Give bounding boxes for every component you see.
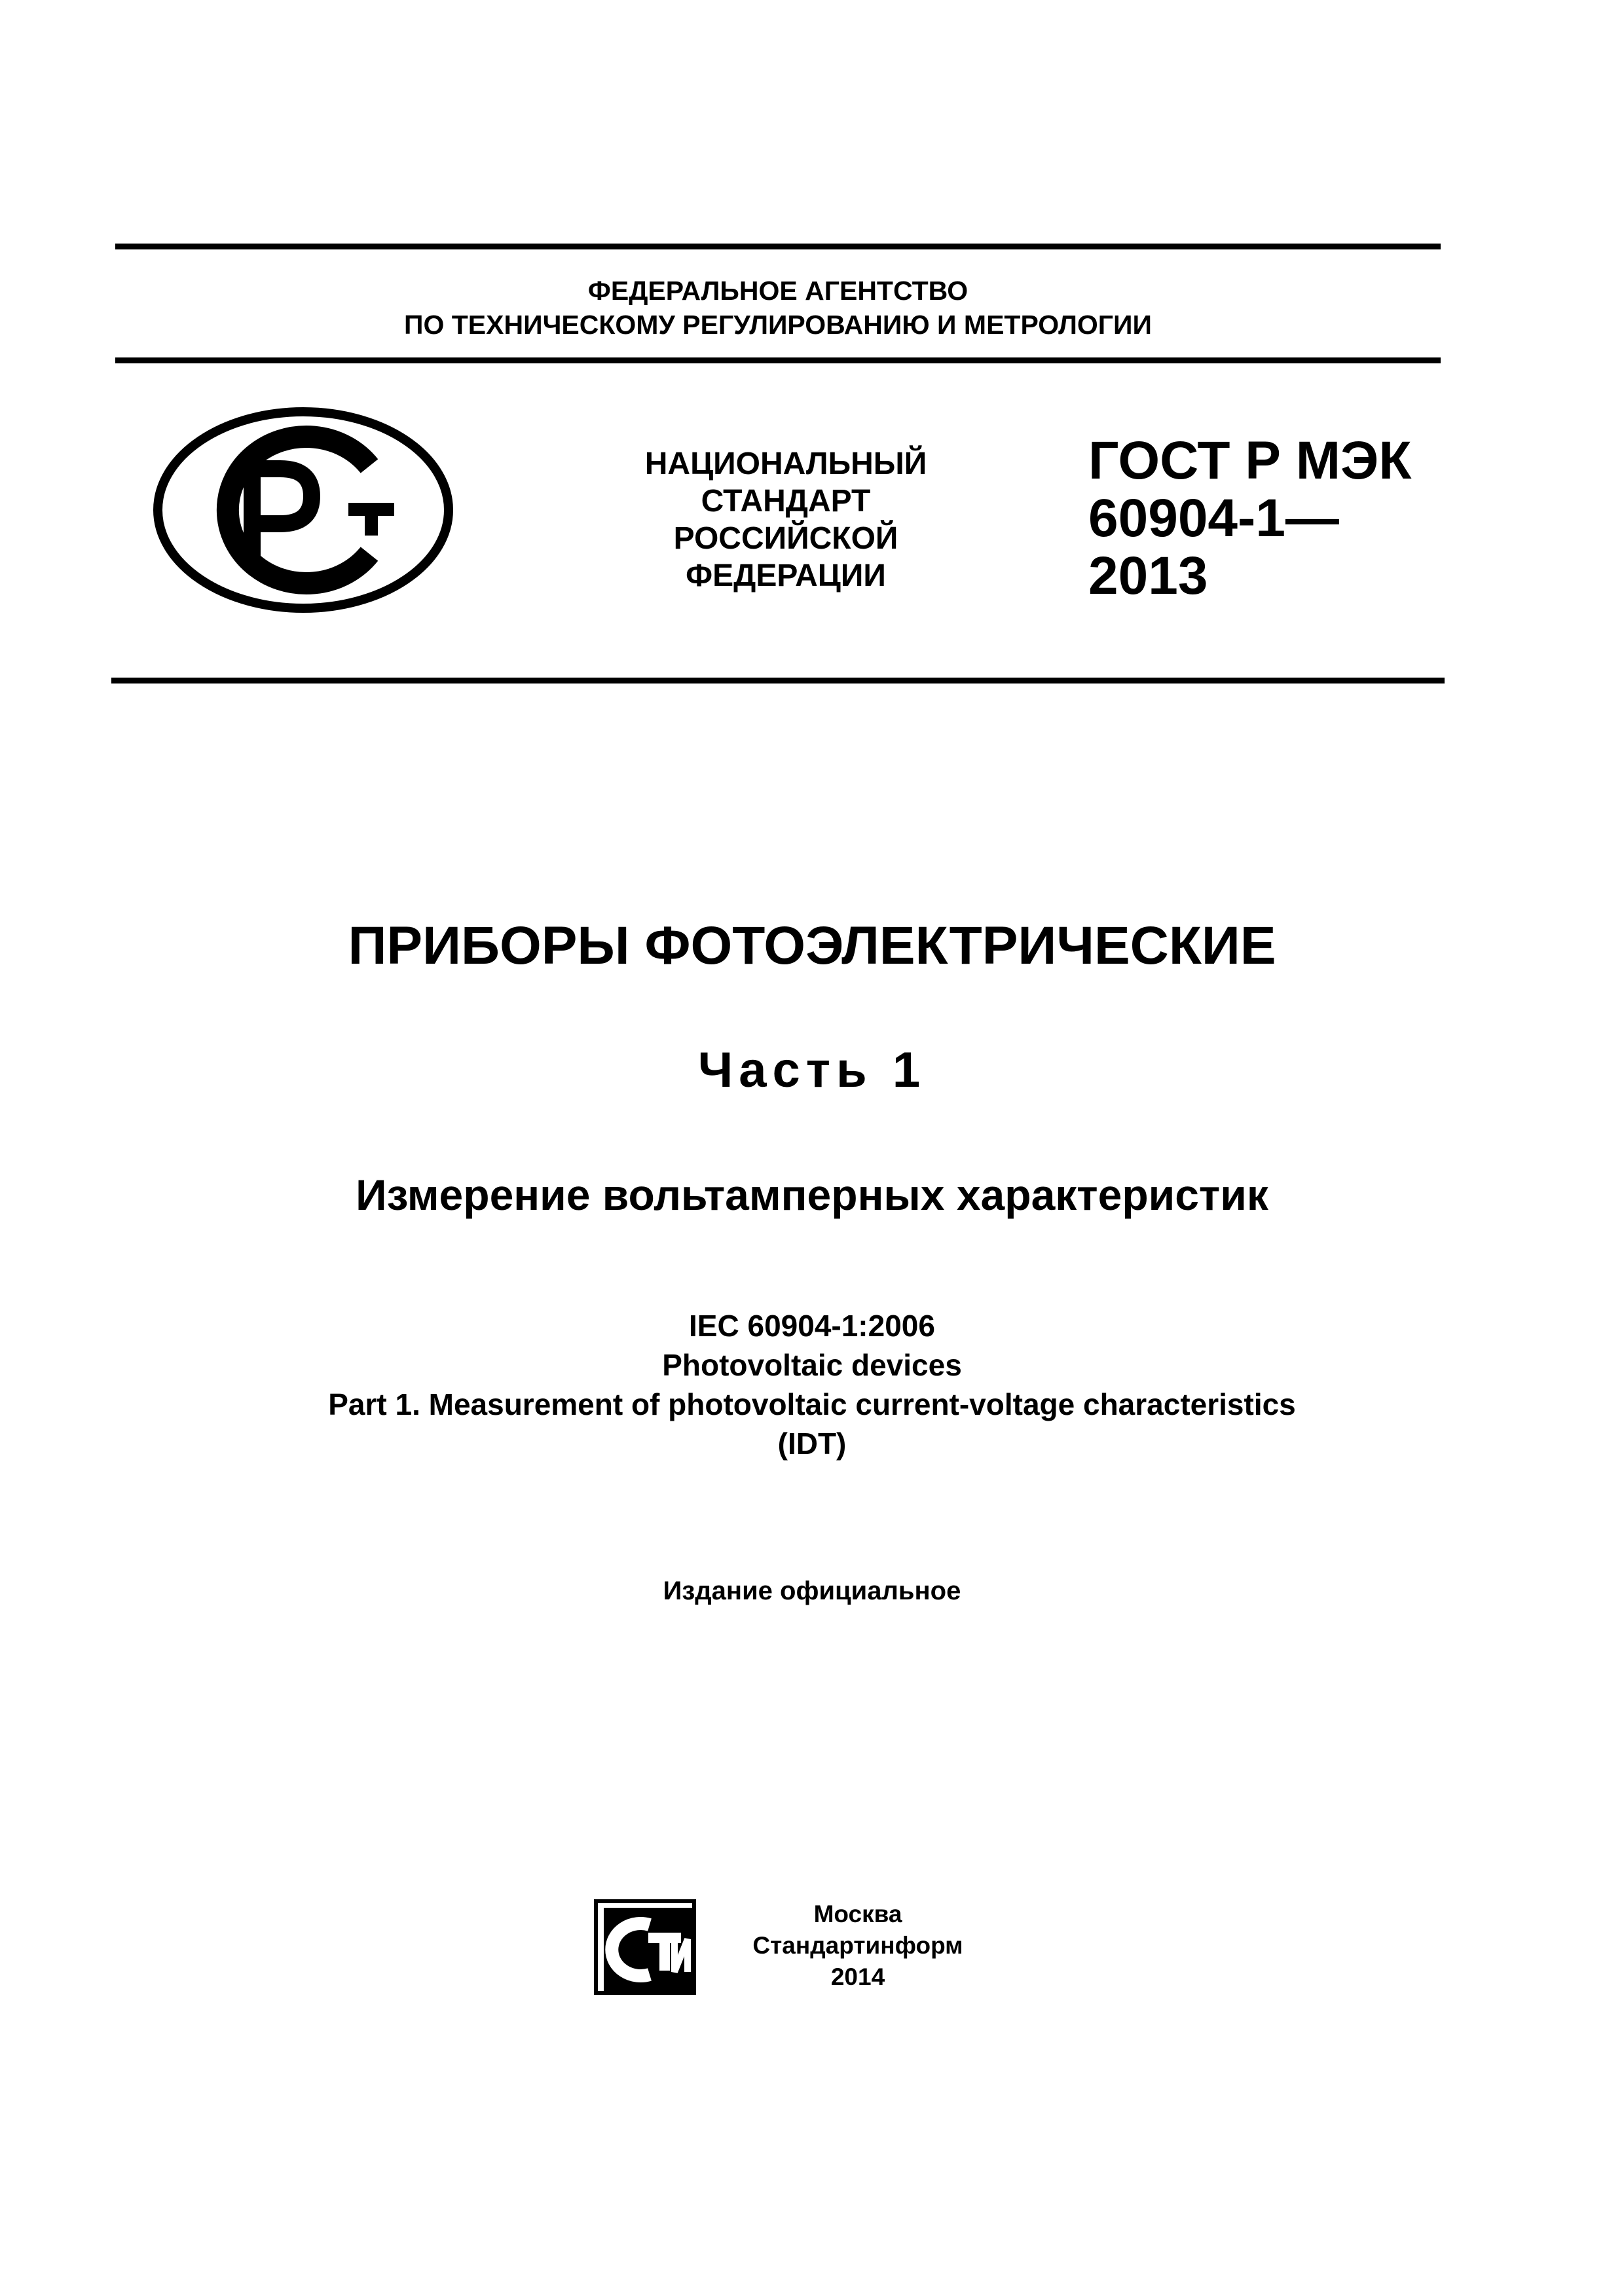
- document-subtitle: Измерение вольтамперных характеристик: [356, 1171, 1268, 1219]
- iec-reference-block: [0, 1306, 1624, 1463]
- document-title: ПРИБОРЫ ФОТОЭЛЕКТРИЧЕСКИЕ: [348, 916, 1276, 975]
- agency-line-2: ПО ТЕХНИЧЕСКОМУ РЕГУЛИРОВАНИЮ И МЕТРОЛОГИИ: [404, 310, 1152, 340]
- iec-line: (IDT): [777, 1427, 847, 1461]
- publisher-name: Стандартинформ: [752, 1932, 963, 1959]
- iec-line: Part 1. Measurement of photovoltaic current-voltage characteristics: [328, 1387, 1296, 1421]
- national-line: ФЕДЕРАЦИИ: [686, 558, 886, 593]
- gost-number-block: [1088, 432, 1507, 605]
- iec-line: IEC 60904-1:2006: [689, 1309, 935, 1343]
- standard-bottom-rule: [111, 678, 1445, 683]
- rst-logo-icon: [152, 406, 454, 614]
- gost-line: 2013: [1088, 546, 1208, 606]
- national-line: СТАНДАРТ: [701, 484, 871, 519]
- gost-line: ГОСТ Р МЭК: [1088, 431, 1412, 490]
- edition-note: Издание официальное: [663, 1576, 961, 1605]
- publication-year: 2014: [830, 1963, 885, 1990]
- publisher-block: [733, 1899, 982, 1993]
- part-number: Часть 1: [697, 1042, 927, 1098]
- top-rule: [115, 244, 1441, 249]
- agency-header: [115, 274, 1441, 342]
- sti-logo-icon: [593, 1899, 705, 1998]
- gost-line: 60904-1—: [1088, 488, 1339, 548]
- national-line: НАЦИОНАЛЬНЫЙ: [644, 446, 927, 481]
- publisher-city: Москва: [813, 1901, 902, 1927]
- header-bottom-rule: [115, 357, 1441, 363]
- national-standard-block: [576, 445, 995, 594]
- agency-line-1: ФЕДЕРАЛЬНОЕ АГЕНТСТВО: [587, 276, 969, 306]
- national-line: РОССИЙСКОЙ: [673, 521, 898, 556]
- iec-line: Photovoltaic devices: [662, 1348, 962, 1382]
